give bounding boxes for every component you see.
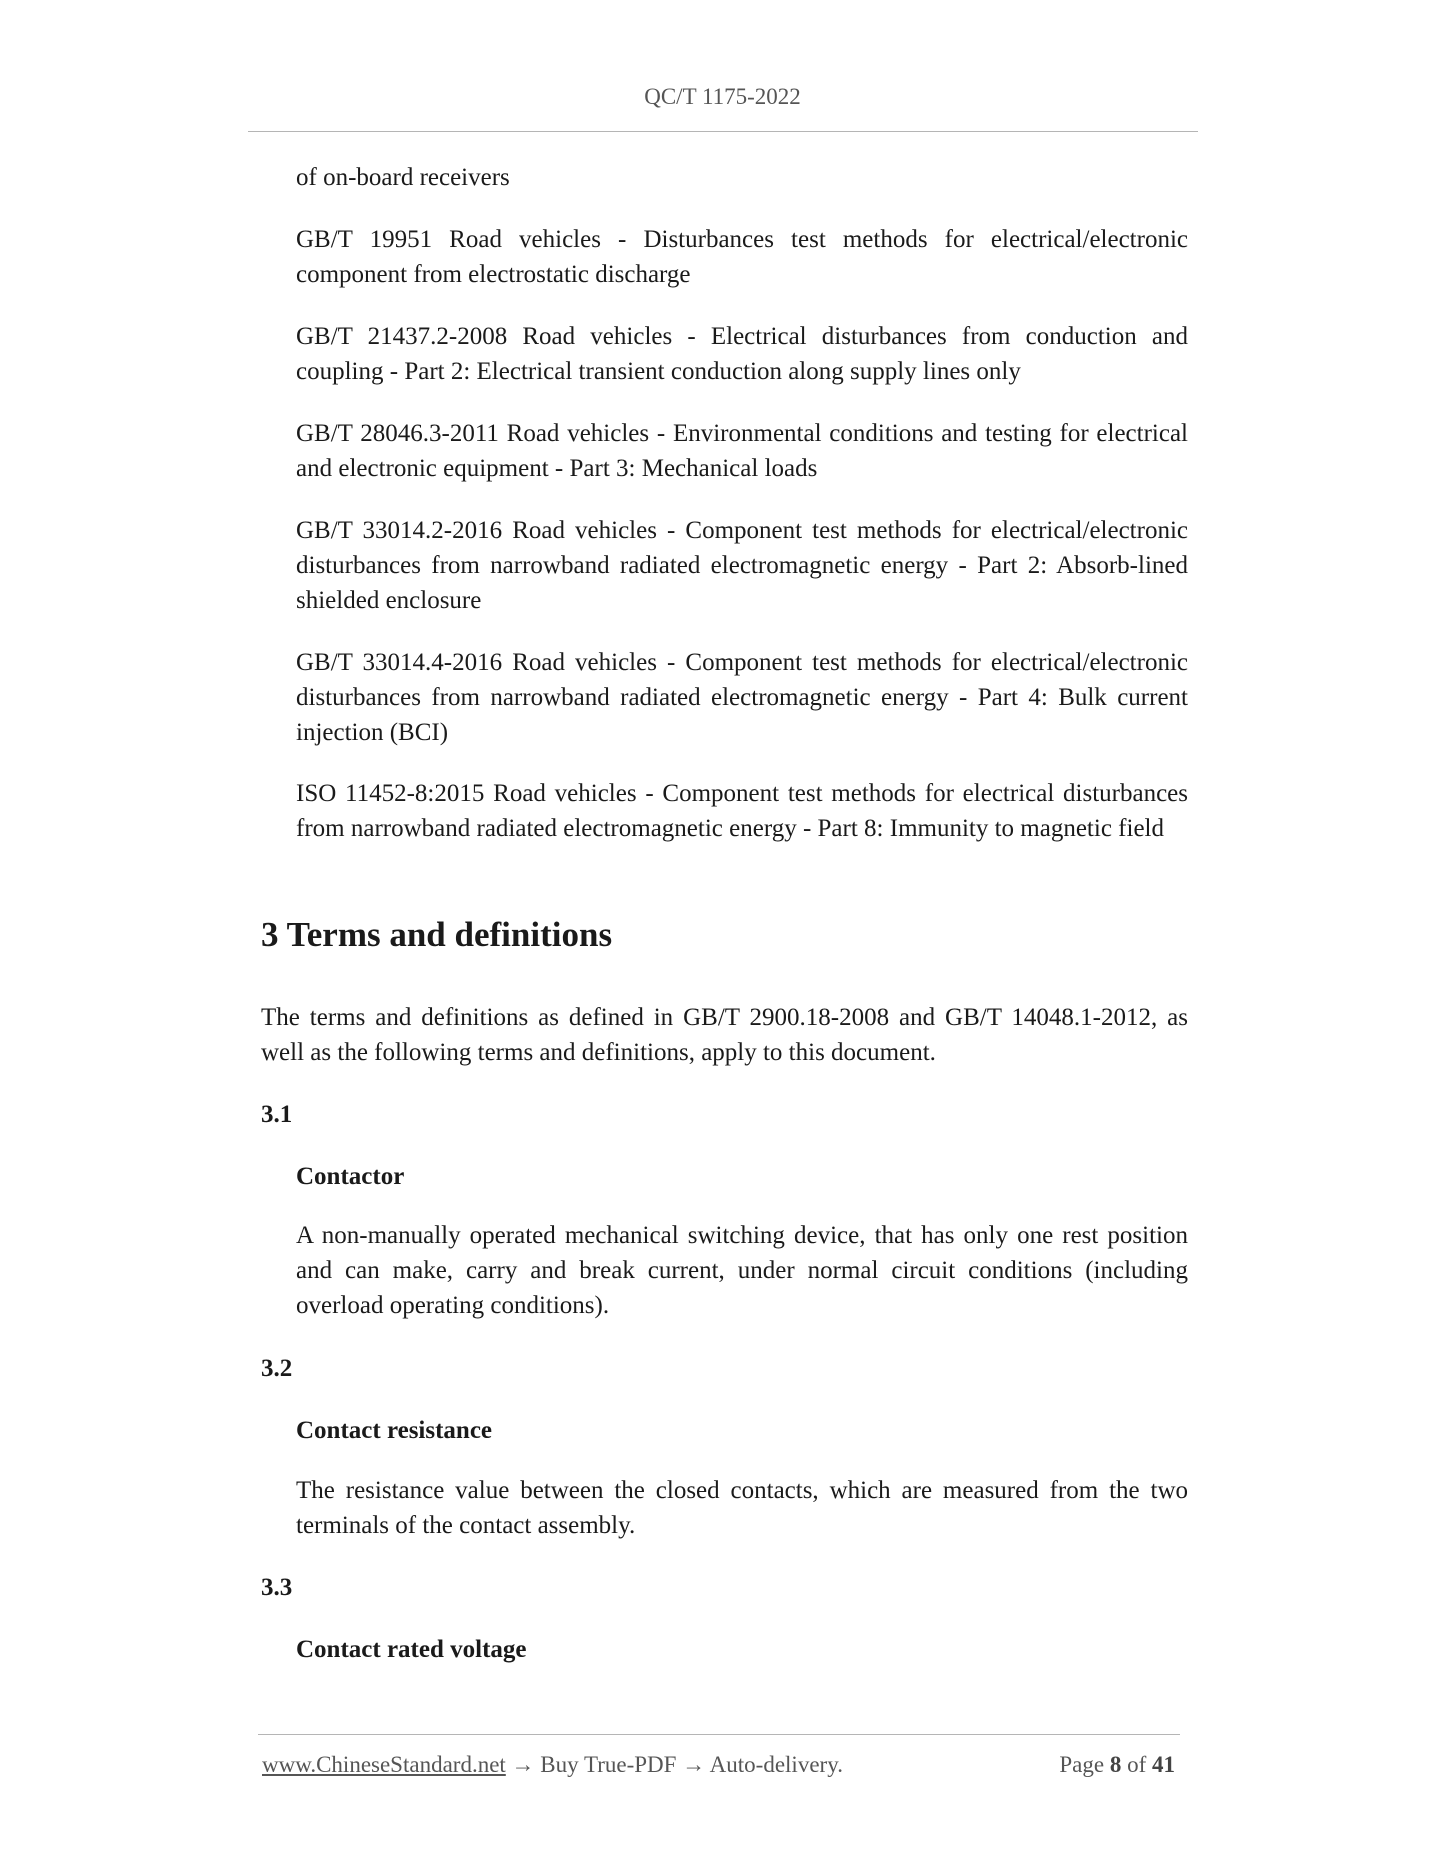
clause-number: 3.2 bbox=[261, 1355, 293, 1382]
term-title: Contactor bbox=[296, 1163, 405, 1190]
term-title: Contact rated voltage bbox=[296, 1636, 527, 1663]
arrow-right-icon: → bbox=[682, 1752, 706, 1777]
page-current: 8 bbox=[1109, 1752, 1122, 1777]
section-heading: 3 Terms and definitions bbox=[261, 915, 613, 954]
page-total: 41 bbox=[1152, 1752, 1175, 1777]
reference-item: GB/T 28046.3-2011 Road vehicles - Environmental conditions and testing for electrical and electronic equipment - Part 3: Mechanical loads bbox=[296, 420, 1188, 482]
page-header: QC/T 1175-2022 bbox=[644, 84, 801, 109]
footer-links bbox=[262, 1752, 843, 1778]
arrow-right-icon: → bbox=[511, 1752, 535, 1777]
site-link[interactable]: www.ChineseStandard.net bbox=[262, 1752, 506, 1777]
buy-pdf-link[interactable]: Buy True-PDF bbox=[540, 1752, 677, 1777]
reference-item: GB/T 21437.2-2008 Road vehicles - Electrical disturbances from conduction and coupling - Part 2: Electrical transient conduction along supply lines only bbox=[296, 323, 1188, 385]
reference-item: ISO 11452-8:2015 Road vehicles - Component test methods for electrical disturbances from narrowband radiated electromagnetic energy - Part 8: Immunity to magnetic field bbox=[296, 780, 1188, 842]
reference-item: GB/T 33014.4-2016 Road vehicles - Component test methods for electrical/electronic disturbances from narrowband radiated electromagnetic energy - Part 4: Bulk current injection (BCI) bbox=[296, 649, 1188, 746]
term-definition: A non-manually operated mechanical switching device, that has only one rest position and can make, carry and break current, under normal circuit conditions (including overload operating conditions). bbox=[296, 1222, 1188, 1319]
of-label: of bbox=[1127, 1752, 1147, 1777]
page-label: Page bbox=[1059, 1752, 1105, 1777]
header-divider bbox=[248, 131, 1198, 132]
section-intro: The terms and definitions as defined in GB/T 2900.18-2008 and GB/T 14048.1-2012, as well as the following terms and definitions, apply to this document. bbox=[261, 1004, 1188, 1066]
reference-item: of on-board receivers bbox=[296, 164, 510, 191]
footer-divider bbox=[258, 1734, 1180, 1735]
reference-item: GB/T 33014.2-2016 Road vehicles - Component test methods for electrical/electronic disturbances from narrowband radiated electromagnetic energy - Part 2: Absorb-lined shielded enclosure bbox=[296, 517, 1188, 614]
clause-number: 3.3 bbox=[261, 1574, 293, 1601]
clause-number: 3.1 bbox=[261, 1101, 293, 1128]
auto-delivery-text: Auto-delivery. bbox=[709, 1752, 843, 1777]
term-definition: The resistance value between the closed contacts, which are measured from the two terminals of the contact assembly. bbox=[296, 1477, 1188, 1539]
reference-item: GB/T 19951 Road vehicles - Disturbances test methods for electrical/electronic component from electrostatic discharge bbox=[296, 226, 1188, 288]
term-title: Contact resistance bbox=[296, 1417, 493, 1444]
page-indicator bbox=[1059, 1752, 1175, 1778]
